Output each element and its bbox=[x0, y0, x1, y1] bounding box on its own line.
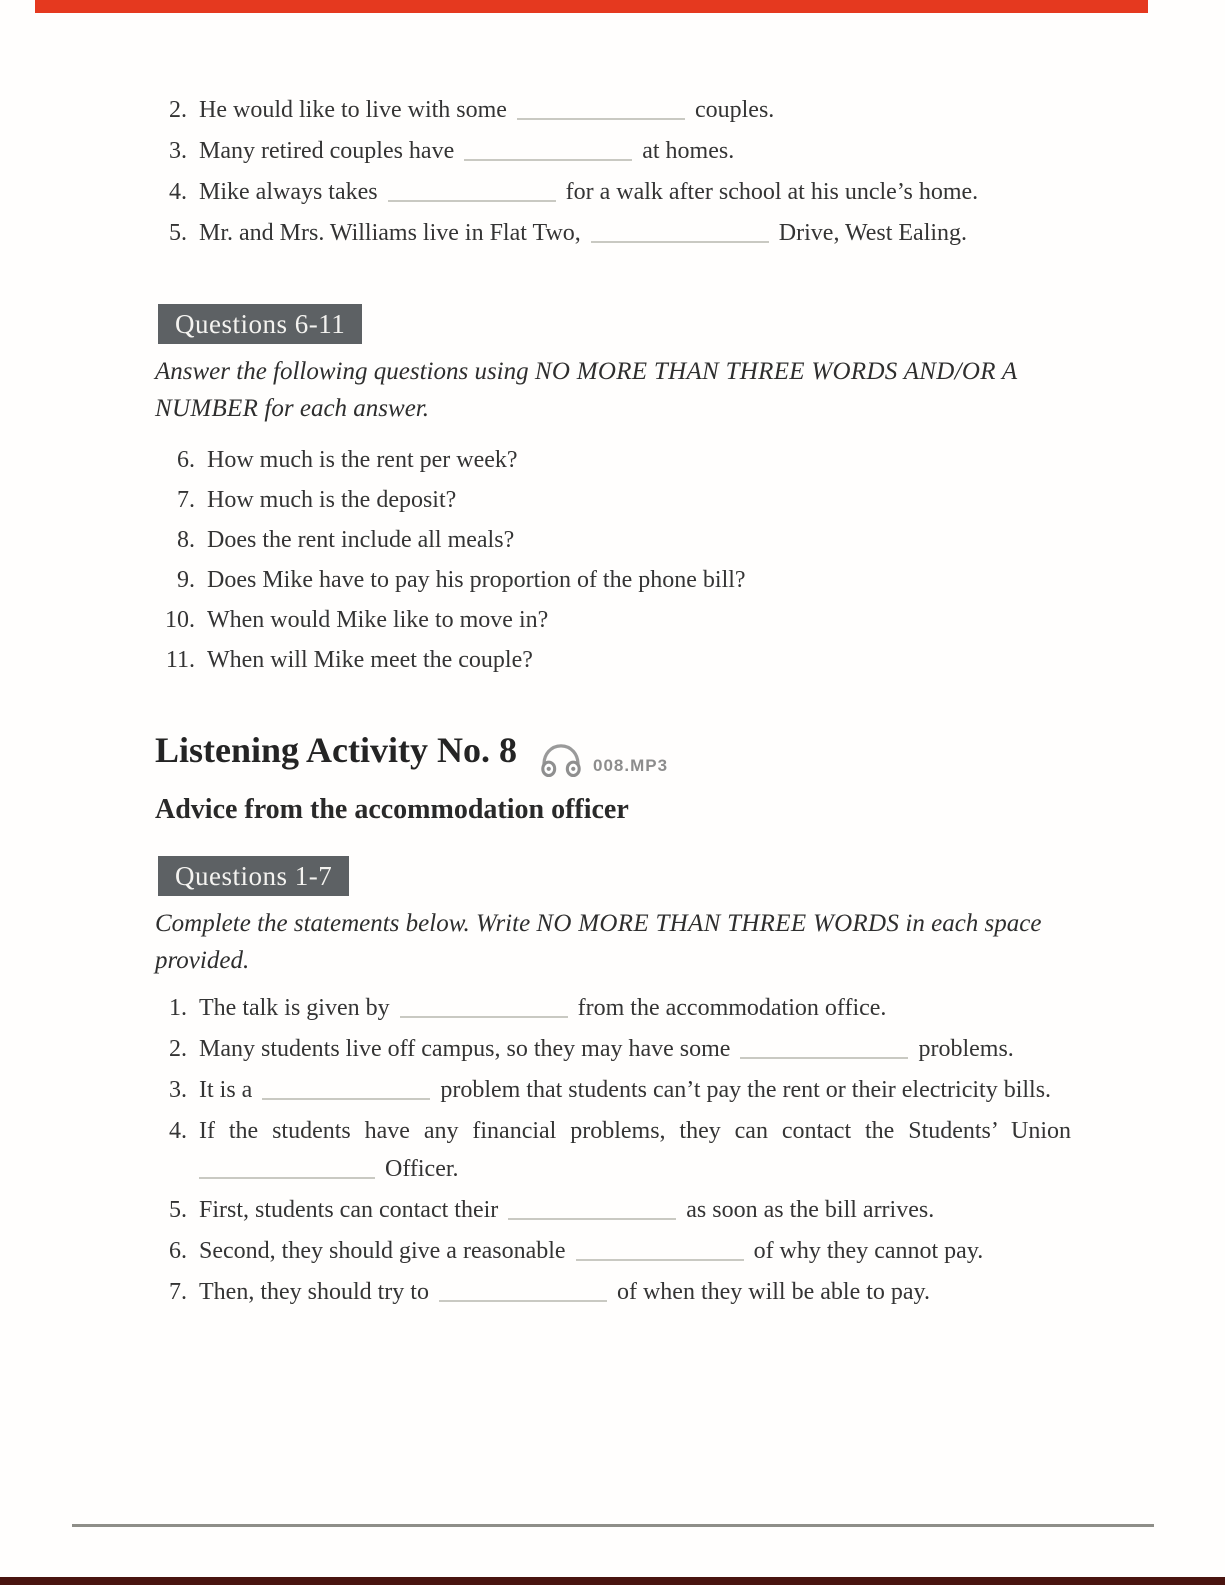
list-item bbox=[155, 1035, 1071, 1063]
question-text bbox=[199, 1117, 1071, 1183]
text-after-blank: Drive, West Ealing. bbox=[778, 220, 968, 246]
text-after-blank: problem that students can’t pay the rent or their electricity bills. bbox=[440, 1077, 1052, 1103]
audio-file-label: 008.MP3 bbox=[593, 755, 669, 775]
question-number: 9. bbox=[177, 567, 195, 593]
text-after-blank: for a walk after school at his uncle’s home. bbox=[565, 179, 979, 205]
instruction-caps: NO MORE THAN THREE WORDS AND/OR A bbox=[534, 358, 1018, 385]
answer-blank bbox=[517, 98, 685, 120]
question-number: 5. bbox=[169, 220, 187, 246]
question-number: 7. bbox=[169, 1279, 187, 1305]
question-number: 4. bbox=[169, 1118, 187, 1144]
text-after-blank: as soon as the bill arrives. bbox=[686, 1197, 935, 1223]
text-before-blank: Then, they should try to bbox=[199, 1279, 429, 1305]
question-number: 5. bbox=[169, 1197, 187, 1223]
question-text bbox=[199, 137, 734, 165]
list-item bbox=[155, 1117, 1071, 1183]
answer-blank bbox=[400, 996, 568, 1018]
text-after-blank: of when they will be able to pay. bbox=[616, 1279, 930, 1305]
activity-subtitle: Advice from the accommodation officer bbox=[155, 794, 629, 825]
question-number: 2. bbox=[169, 97, 187, 123]
page-bottom-red-bar bbox=[0, 1577, 1225, 1585]
instruction-text: for each answer. bbox=[258, 395, 429, 422]
answer-blank bbox=[388, 180, 556, 202]
question-number: 4. bbox=[169, 179, 187, 205]
instruction-text: in each space bbox=[899, 910, 1042, 937]
question-number: 2. bbox=[169, 1036, 187, 1062]
answer-blank bbox=[464, 139, 632, 161]
list-item bbox=[155, 1237, 1071, 1265]
top-fill-in-list bbox=[155, 96, 978, 260]
answer-blank bbox=[740, 1037, 908, 1059]
audio-reference bbox=[538, 740, 668, 785]
question-text bbox=[199, 96, 774, 124]
instructions-questions-1-7 bbox=[155, 905, 1041, 979]
answer-blank bbox=[262, 1078, 430, 1100]
question-text bbox=[199, 1035, 1014, 1063]
instruction-text: Answer the following questions using bbox=[155, 358, 535, 385]
text-before-blank: Mr. and Mrs. Williams live in Flat Two, bbox=[199, 220, 581, 246]
text-line-2 bbox=[199, 1155, 1071, 1183]
answer-blank bbox=[508, 1198, 676, 1220]
question-text: When would Mike like to move in? bbox=[207, 607, 549, 633]
questions-1-7-list bbox=[155, 994, 1071, 1319]
question-text bbox=[199, 178, 978, 206]
question-text bbox=[199, 1196, 934, 1224]
question-number: 6. bbox=[169, 1238, 187, 1264]
question-text bbox=[199, 1278, 930, 1306]
question-number: 8. bbox=[177, 527, 195, 553]
text-before-blank: First, students can contact their bbox=[199, 1197, 499, 1223]
question-number: 11. bbox=[165, 647, 195, 673]
list-item bbox=[155, 606, 746, 634]
question-text: Does the rent include all meals? bbox=[207, 527, 515, 553]
instructions-questions-6-11 bbox=[155, 353, 1017, 427]
text-before-blank: Many students live off campus, so they may have some bbox=[199, 1036, 731, 1062]
answer-blank bbox=[576, 1239, 744, 1261]
question-text bbox=[199, 1076, 1051, 1104]
question-number: 7. bbox=[177, 487, 195, 513]
list-item bbox=[155, 994, 1071, 1022]
text-after-blank: of why they cannot pay. bbox=[753, 1238, 984, 1264]
section-header-questions-1-7: Questions 1-7 bbox=[158, 856, 349, 896]
text-after-blank: problems. bbox=[918, 1036, 1014, 1062]
answer-blank bbox=[591, 221, 769, 243]
question-text bbox=[199, 1237, 983, 1265]
list-item bbox=[155, 137, 978, 165]
list-item bbox=[155, 526, 746, 554]
list-item bbox=[155, 178, 978, 206]
question-number: 10. bbox=[165, 607, 195, 633]
question-text bbox=[199, 994, 886, 1022]
question-number: 3. bbox=[169, 138, 187, 164]
headphones-icon bbox=[538, 740, 584, 785]
list-item bbox=[155, 486, 746, 514]
list-item bbox=[155, 566, 746, 594]
text-after-blank: from the accommodation office. bbox=[577, 995, 887, 1021]
instruction-text: Complete the statements below. Write bbox=[155, 910, 537, 937]
question-number: 3. bbox=[169, 1077, 187, 1103]
page-top-red-bar bbox=[35, 0, 1148, 13]
text-after-blank: at homes. bbox=[642, 138, 735, 164]
text-after-blank: couples. bbox=[694, 97, 775, 123]
questions-6-11-list bbox=[155, 446, 746, 686]
list-item bbox=[155, 646, 746, 674]
list-item bbox=[155, 1076, 1071, 1104]
instruction-caps: NUMBER bbox=[155, 395, 259, 422]
text-before-blank: Many retired couples have bbox=[199, 138, 455, 164]
instruction-text: provided. bbox=[155, 947, 250, 974]
footer-divider bbox=[72, 1524, 1154, 1527]
question-number: 1. bbox=[169, 995, 187, 1021]
answer-blank bbox=[439, 1280, 607, 1302]
text-before-blank: The talk is given by bbox=[199, 995, 390, 1021]
question-text bbox=[199, 219, 967, 247]
question-text: When will Mike meet the couple? bbox=[207, 647, 533, 673]
activity-title: Listening Activity No. 8 bbox=[155, 730, 518, 770]
text-before-blank: Mike always takes bbox=[199, 179, 378, 205]
question-number: 6. bbox=[177, 447, 195, 473]
list-item bbox=[155, 446, 746, 474]
text-before-blank: Second, they should give a reasonable bbox=[199, 1238, 566, 1264]
question-text: Does Mike have to pay his proportion of the phone bill? bbox=[207, 567, 746, 593]
question-text: How much is the rent per week? bbox=[207, 447, 518, 473]
text-before-blank: He would like to live with some bbox=[199, 97, 507, 123]
question-text: How much is the deposit? bbox=[207, 487, 457, 513]
list-item bbox=[155, 96, 978, 124]
list-item bbox=[155, 1278, 1071, 1306]
list-item bbox=[155, 219, 978, 247]
text-before-blank: It is a bbox=[199, 1077, 253, 1103]
text-after-blank: Officer. bbox=[385, 1156, 459, 1182]
text-line-1: If the students have any financial problems, they can contact the Students’ Union bbox=[199, 1118, 1071, 1144]
list-item bbox=[155, 1196, 1071, 1224]
answer-blank bbox=[199, 1157, 375, 1179]
section-header-questions-6-11: Questions 6-11 bbox=[158, 304, 362, 344]
instruction-caps: NO MORE THAN THREE WORDS bbox=[536, 910, 900, 937]
